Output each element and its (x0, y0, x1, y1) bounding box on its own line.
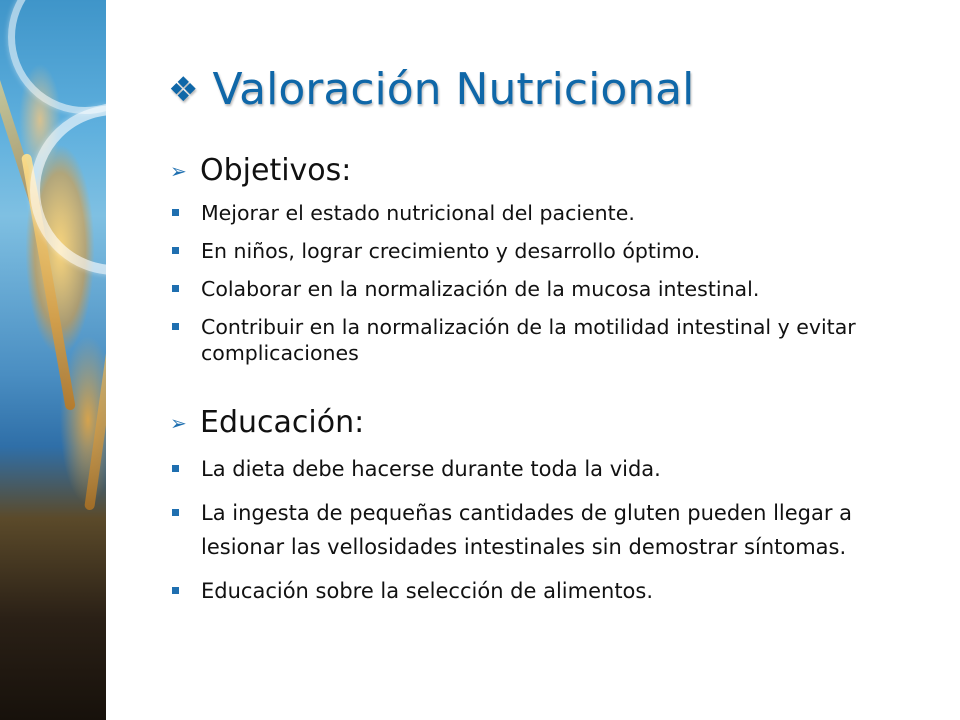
educacion-list (170, 452, 920, 608)
list-item (170, 496, 920, 564)
list-item (170, 200, 920, 226)
slide-content (170, 150, 920, 618)
list-item-text: La dieta debe hacerse durante toda la vida. (201, 457, 661, 481)
list-item-text: Contribuir en la normalización de la motilidad intestinal y evitar complicaciones (201, 315, 856, 365)
slide-title (168, 60, 694, 120)
list-item (170, 574, 920, 608)
square-bullet-icon (172, 285, 179, 292)
section-heading-text: Objetivos: (200, 153, 352, 188)
section-heading-educacion (170, 402, 920, 444)
square-bullet-icon (172, 509, 179, 516)
list-item (170, 314, 920, 366)
list-item (170, 452, 920, 486)
list-item-text: Mejorar el estado nutricional del paciente. (201, 201, 635, 225)
square-bullet-icon (172, 323, 179, 330)
square-bullet-icon (172, 587, 179, 594)
objetivos-list (170, 200, 920, 366)
arrow-right-icon: ➢ (170, 411, 187, 435)
slide-title-text: Valoración Nutricional (212, 64, 695, 115)
list-item-text: Educación sobre la selección de alimentos. (201, 579, 654, 603)
decorative-ring (8, 0, 106, 114)
list-item (170, 238, 920, 264)
wheat-photo-strip (0, 0, 106, 720)
square-bullet-icon (172, 247, 179, 254)
arrow-right-icon: ➢ (170, 159, 187, 183)
list-item (170, 276, 920, 302)
section-heading-text: Educación: (200, 405, 365, 440)
section-heading-objetivos (170, 150, 920, 192)
square-bullet-icon (172, 465, 179, 472)
list-item-text: La ingesta de pequeñas cantidades de gluten pueden llegar a lesionar las vellosidades intestinales sin demostrar síntomas. (201, 501, 853, 559)
list-item-text: Colaborar en la normalización de la mucosa intestinal. (201, 277, 760, 301)
wheat-stalk (84, 252, 106, 511)
four-diamond-icon: ❖ (168, 70, 199, 110)
square-bullet-icon (172, 209, 179, 216)
list-item-text: En niños, lograr crecimiento y desarrollo óptimo. (201, 239, 701, 263)
